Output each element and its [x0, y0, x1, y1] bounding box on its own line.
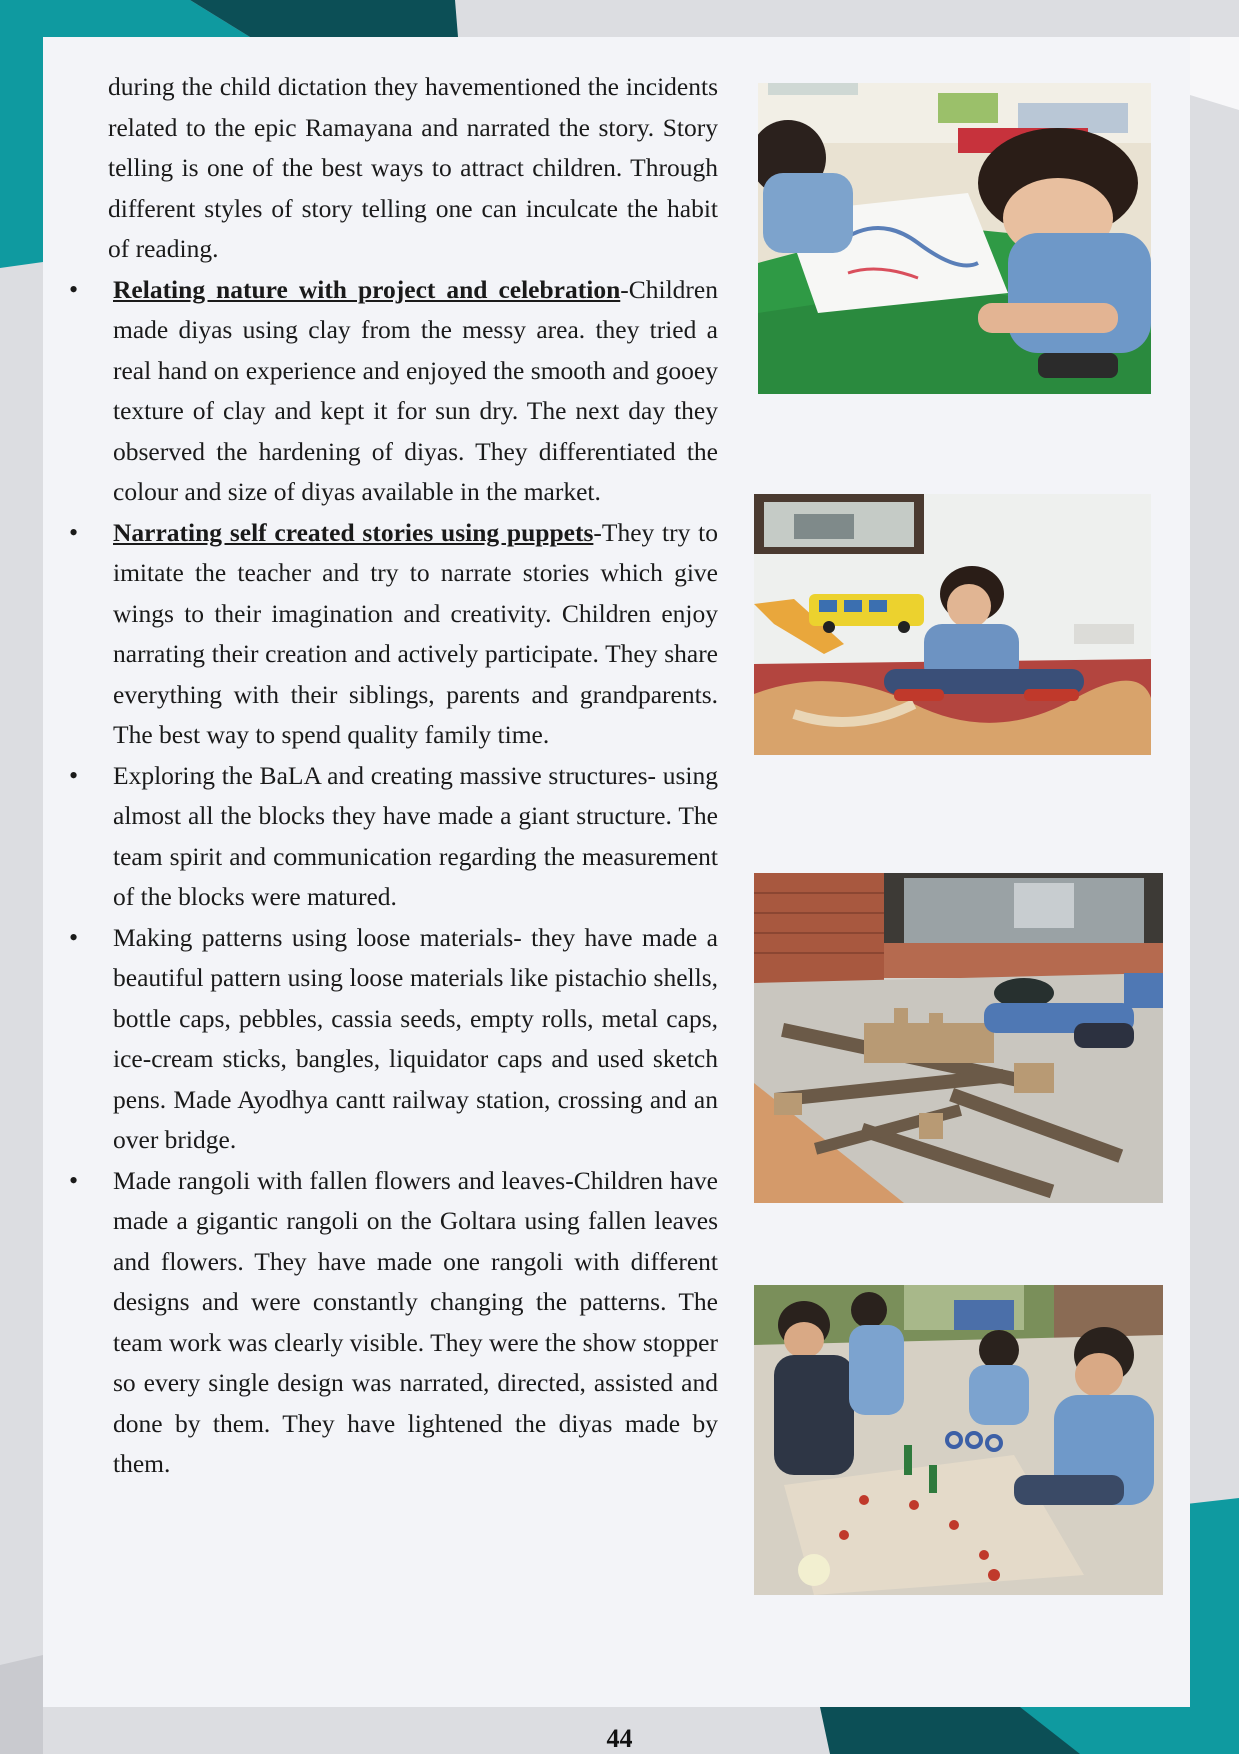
item-text: Made rangoli with fallen flowers and leaves-Children have made a gigantic rangoli on the Goltara using fallen leaves and flowers. They have made one rangoli with different designs and were constantly changing the patterns. The team work was clearly visible. They were the show stopper so every single design was narrated, directed, assisted and done by them. They have lightened the diyas made by them.: [113, 1165, 718, 1478]
item-text: Making patterns using loose materials- they have made a beautiful pattern using loose materials like pistachio shells, bottle caps, pebbles, cassia seeds, empty rolls, metal caps, ice-cream sticks, bangles, liquidator caps and used sketch pens. Made Ayodhya cantt railway station, crossing and an over bridge.: [113, 922, 718, 1154]
photo-blocks: [754, 873, 1163, 1203]
bullet: •: [69, 517, 79, 547]
page-number: 44: [606, 1724, 633, 1753]
item-heading: Narrating self created stories using puppets: [113, 517, 594, 547]
top-right-decoration: [1190, 0, 1239, 120]
photo-rangoli: [754, 1285, 1163, 1595]
bullet: •: [69, 1165, 79, 1195]
photo-drawing: [758, 83, 1151, 394]
item-text: Exploring the BaLA and creating massive structures- using almost all the blocks they have made a giant structure. The team spirit and communication regarding the measurement of the blocks were matured.: [113, 760, 718, 911]
item-text: -Children made diyas using clay from the messy area. they tried a real hand on experience and enjoyed the smooth and gooey texture of clay and kept it for sun dry. The next day they observed the hardening of diyas. They differentiated the colour and size of diyas available in the market.: [113, 274, 718, 506]
page-sheet: [43, 37, 1190, 1707]
activity-list: [69, 270, 718, 1485]
list-item: [65, 918, 718, 1161]
list-item: [65, 1161, 718, 1485]
list-item: [65, 756, 718, 918]
item-text: -They try to imitate the teacher and try to narrate stories which give wings to their imagination and creativity. Children enjoy narrating their creation and actively participate. They share everything with their siblings, parents and grandparents. The best way to spend quality family time.: [113, 517, 718, 749]
list-item: [65, 513, 718, 756]
item-heading: Relating nature with project and celebration: [113, 274, 621, 304]
bullet: •: [69, 922, 79, 952]
intro-paragraph: during the child dictation they havementioned the incidents related to the epic Ramayana and narrated the story. Story telling is one of the best ways to attract children. Through different styles of story telling one can inculcate the habit of reading.: [108, 72, 718, 263]
body-text: [69, 67, 718, 1485]
bullet: •: [69, 274, 79, 304]
list-item: [65, 270, 718, 513]
bullet: •: [69, 760, 79, 790]
photo-puppet: [754, 494, 1151, 755]
